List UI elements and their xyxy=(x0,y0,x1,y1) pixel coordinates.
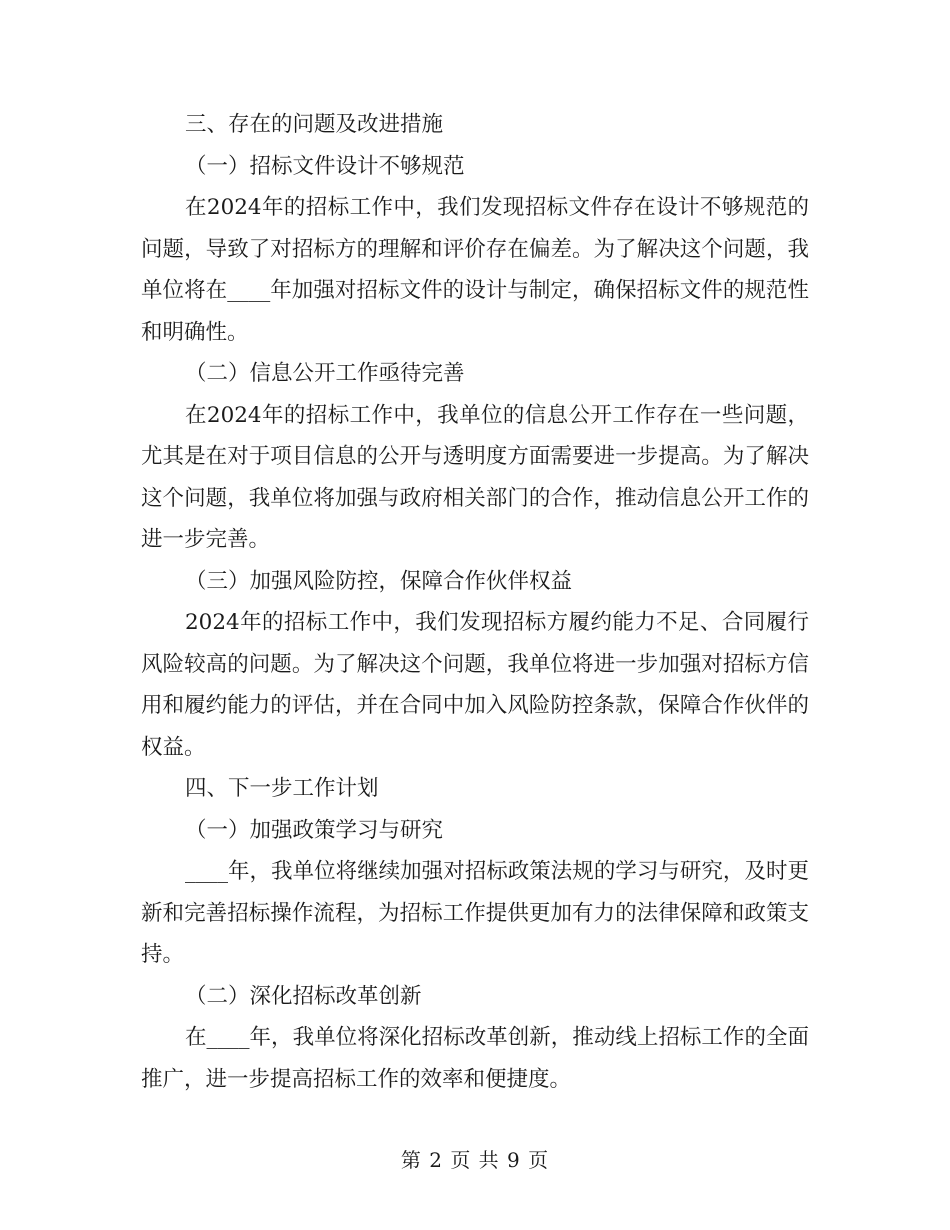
page-number-footer: 第 2 页 共 9 页 xyxy=(400,1148,550,1172)
paragraph-reform-innovation: 在____年，我单位将深化招标改革创新，推动线上招标工作的全面推广，进一步提高招标工作的效率和便捷度。 xyxy=(141,1025,809,1092)
document-body xyxy=(141,104,809,1100)
section-heading-problems: 三、存在的问题及改进措施 xyxy=(185,112,444,137)
paragraph-bid-docs: 在2024年的招标工作中，我们发现招标文件存在设计不够规范的问题，导致了对招标方的理解和评价存在偏差。为了解决这个问题，我单位将在____年加强对招标文件的设计与制定，确保招标文件的规范性和明确性。 xyxy=(141,195,809,345)
paragraph-policy-study: ____年，我单位将继续加强对招标政策法规的学习与研究，及时更新和完善招标操作流程，为招标工作提供更加有力的法律保障和政策支持。 xyxy=(141,859,809,967)
section-heading-next-plan: 四、下一步工作计划 xyxy=(185,776,379,801)
subheading-info-disclosure: （二）信息公开工作亟待完善 xyxy=(185,361,465,386)
subheading-risk-control: （三）加强风险防控，保障合作伙伴权益 xyxy=(185,568,573,594)
paragraph-risk-control: 2024年的招标工作中，我们发现招标方履约能力不足、合同履行风险较高的问题。为了解决这个问题，我单位将进一步加强对招标方信用和履约能力的评估，并在合同中加入风险防控条款，保障合作伙伴的权益。 xyxy=(141,610,809,760)
subheading-reform-innovation: （二）深化招标改革创新 xyxy=(185,983,422,1009)
subheading-policy-study: （一）加强政策学习与研究 xyxy=(185,817,444,843)
paragraph-info-disclosure: 在2024年的招标工作中，我单位的信息公开工作存在一些问题，尤其是在对于项目信息的公开与透明度方面需要进一步提高。为了解决这个问题，我单位将加强与政府相关部门的合作，推动信息公开工作的进一步完善。 xyxy=(141,402,809,552)
subheading-bid-docs: （一）招标文件设计不够规范 xyxy=(185,153,465,179)
